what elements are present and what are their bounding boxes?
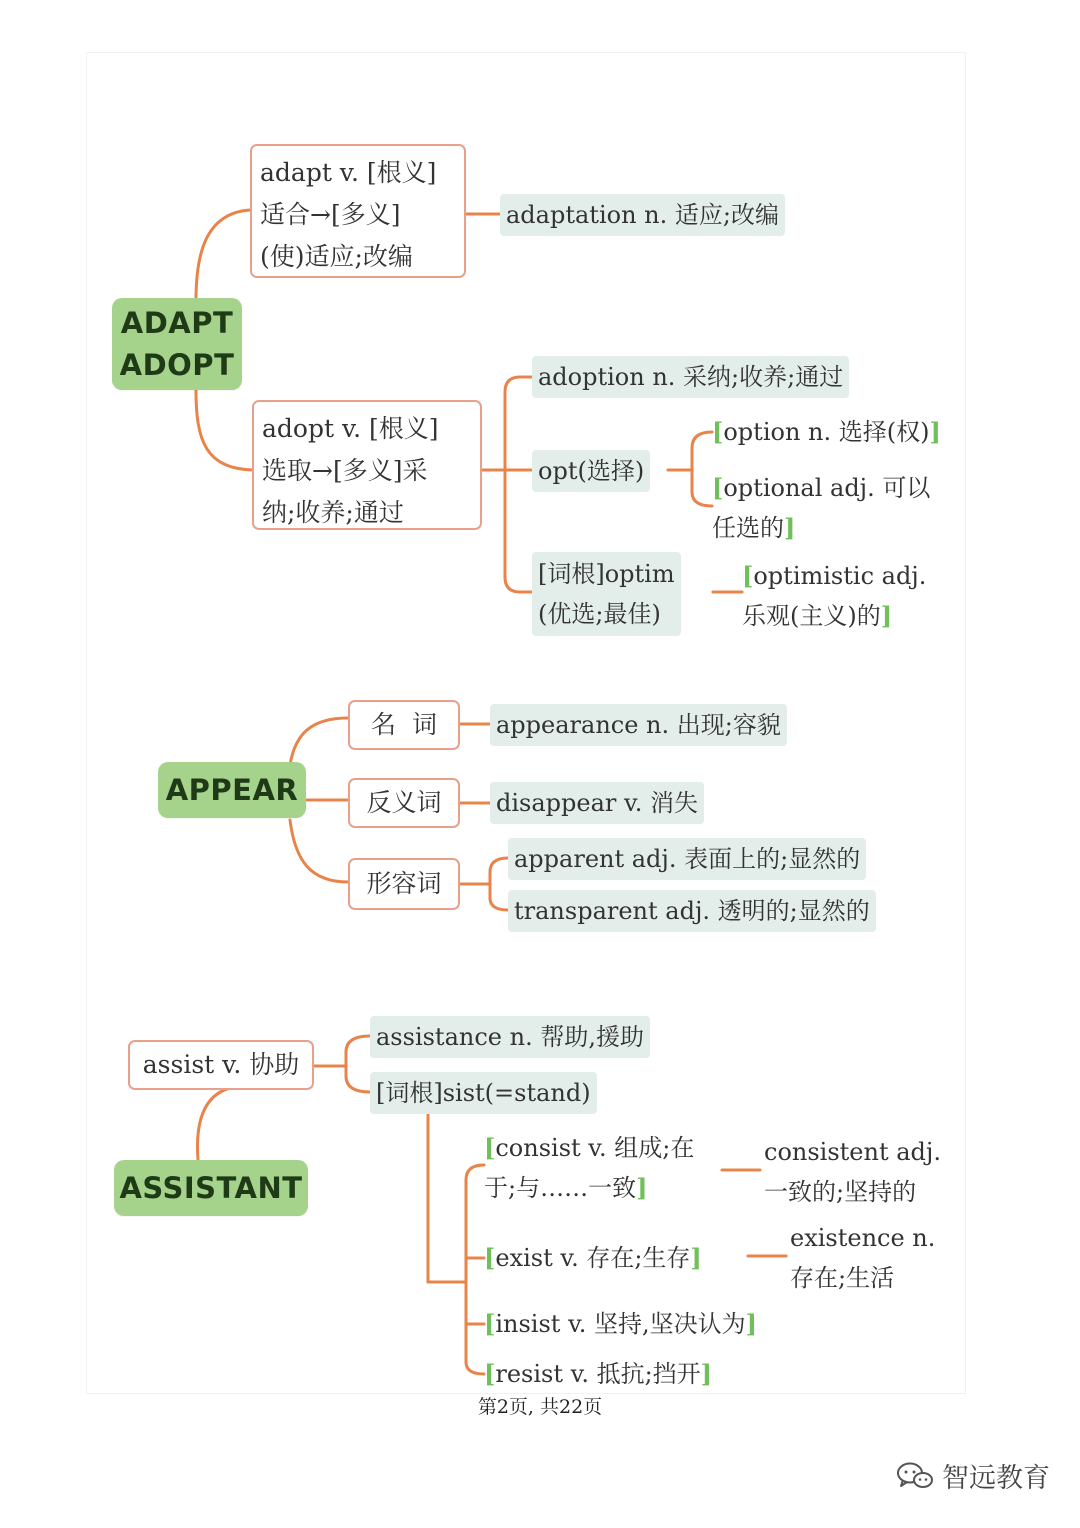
optim-root-leaf xyxy=(532,552,681,636)
consist-text-1: consist v. 组成;在 xyxy=(495,1134,695,1162)
opt-leaf: opt(选择) xyxy=(532,450,650,492)
optional-text-2: 任选的 xyxy=(712,514,784,542)
optim-line-2: (优选;最佳) xyxy=(538,600,661,628)
disappear-leaf: disappear v. 消失 xyxy=(490,782,704,824)
connector-adj-bracket xyxy=(490,858,508,910)
optimistic-text-2: 乐观(主义)的 xyxy=(742,602,881,630)
root-adapt-adopt xyxy=(112,298,242,390)
adopt-line-1: adopt v. [根义] xyxy=(262,414,439,443)
brand-name: 智远教育 xyxy=(942,1463,1050,1494)
wechat-chat-icon xyxy=(896,1461,934,1491)
consistent-text-1: consistent adj. xyxy=(764,1138,941,1166)
connector-root-to-assist xyxy=(197,1088,230,1160)
root-adopt-label: ADOPT xyxy=(119,348,235,382)
adjective-label-box: 形容词 xyxy=(348,858,460,910)
optimistic-text-1: optimistic adj. xyxy=(753,562,927,590)
root-appear: APPEAR xyxy=(158,762,306,818)
optimistic-entry: [optimistic adj. 乐观(主义)的] xyxy=(742,561,927,630)
sist-root-leaf: [词根]sist(=stand) xyxy=(370,1072,597,1114)
adaptation-leaf: adaptation n. 适应;改编 xyxy=(500,194,785,236)
exist-text: exist v. 存在;生存 xyxy=(495,1244,691,1272)
adoption-leaf: adoption n. 采纳;收养;通过 xyxy=(532,356,849,398)
connector-appear-to-noun xyxy=(290,718,348,765)
resist-text: resist v. 抵抗;挡开 xyxy=(495,1360,701,1388)
connector-assist-bracket xyxy=(346,1036,370,1092)
antonym-label-box: 反义词 xyxy=(348,778,460,828)
connector-appear-to-adj xyxy=(290,820,348,882)
brand-watermark xyxy=(896,1456,1050,1495)
existence-text-2: 存在;生活 xyxy=(790,1264,895,1292)
connector-opt-bracket xyxy=(692,432,712,506)
optional-text-1: optional adj. 可以 xyxy=(723,474,931,502)
existence-text-1: existence n. xyxy=(790,1224,936,1252)
consist-entry: [consist v. 组成;在 于;与……一致] xyxy=(484,1133,695,1202)
transparent-leaf: transparent adj. 透明的;显然的 xyxy=(508,890,876,932)
assistance-leaf: assistance n. 帮助,援助 xyxy=(370,1016,650,1058)
option-text: option n. 选择(权) xyxy=(723,418,930,446)
assist-definition-box: assist v. 协助 xyxy=(128,1040,314,1090)
adopt-definition-box xyxy=(252,400,482,530)
page-number: 第2页, 共22页 xyxy=(477,1396,603,1418)
adapt-line-1: adapt v. [根义] xyxy=(260,158,437,187)
resist-entry: [resist v. 抵抗;挡开] xyxy=(484,1359,713,1388)
adapt-line-2: 适合→[多义] xyxy=(260,200,401,229)
noun-label-box: 名 词 xyxy=(348,700,460,750)
connector-root-to-adopt xyxy=(196,390,256,470)
insist-text: insist v. 坚持,坚决认为 xyxy=(495,1310,746,1338)
optional-entry: [optional adj. 可以 任选的] xyxy=(712,473,931,542)
apparent-leaf: apparent adj. 表面上的;显然的 xyxy=(508,838,866,880)
root-adapt-label: ADAPT xyxy=(120,306,234,340)
consistent-text-2: 一致的;坚持的 xyxy=(764,1178,917,1206)
connector-sist-branches xyxy=(466,1165,484,1374)
appearance-leaf: appearance n. 出现;容貌 xyxy=(490,704,787,746)
insist-entry: [insist v. 坚持,坚决认为] xyxy=(484,1309,758,1338)
consist-text-2: 于;与……一致 xyxy=(484,1174,637,1202)
connector-adopt-trunk xyxy=(505,377,532,592)
existence-entry xyxy=(790,1218,935,1298)
adapt-definition-box xyxy=(250,144,466,278)
exist-entry: [exist v. 存在;生存] xyxy=(484,1243,702,1272)
connector-root-to-adapt xyxy=(196,210,250,300)
optim-line-1: [词根]optim xyxy=(538,560,675,588)
adopt-line-3: 纳;收养;通过 xyxy=(262,498,404,527)
root-assistant: ASSISTANT xyxy=(114,1160,308,1216)
adapt-line-3: (使)适应;改编 xyxy=(260,242,413,271)
option-entry: [option n. 选择(权)] xyxy=(712,417,941,446)
consistent-entry xyxy=(764,1132,941,1212)
adopt-line-2: 选取→[多义]采 xyxy=(262,456,428,485)
